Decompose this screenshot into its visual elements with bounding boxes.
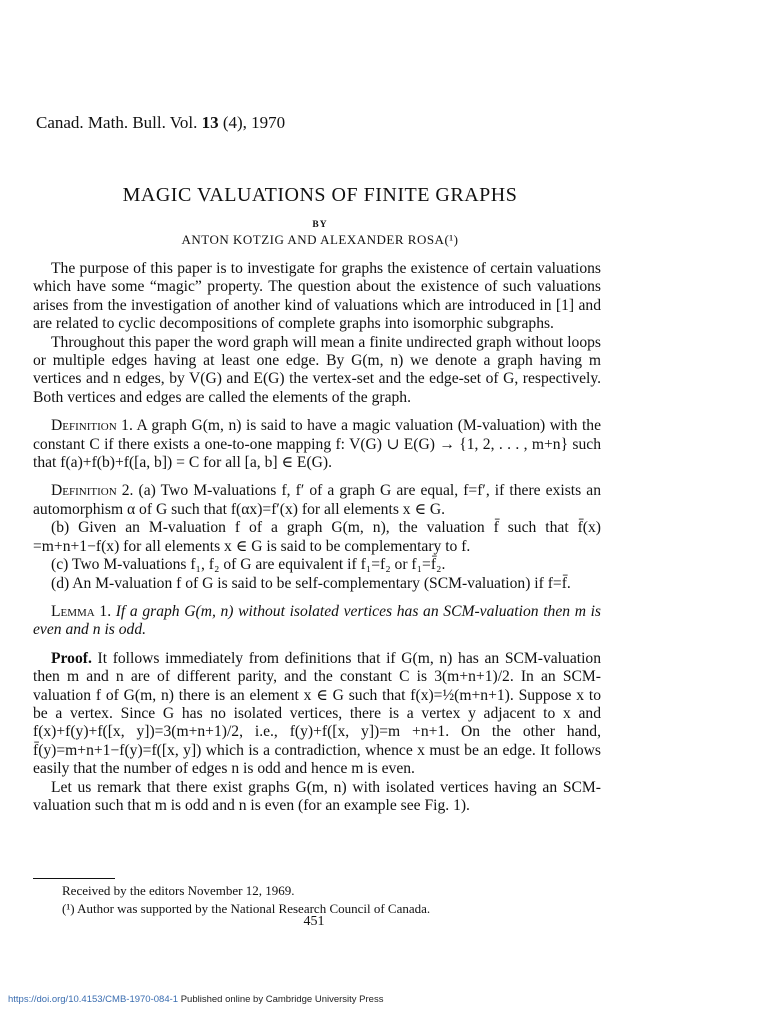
definition-2a [33,482,601,519]
doi-publisher-note: Published online by Cambridge University Press [178,994,384,1005]
definition-2c: (c) Two M-valuations f₁, f₂ of G are equivalent if f₁=f₂ or f₁=f̄₂. [51,556,446,574]
page-number: 451 [303,914,325,929]
footnote-divider [33,878,115,879]
footnote-support: (¹) Author was supported by the National Research Council of Canada. [62,901,431,916]
journal-volume: 13 [201,113,219,132]
footnote-received: Received by the editors November 12, 1969. [62,883,295,898]
paper-authors: ANTON KOTZIG AND ALEXANDER ROSA(¹) [181,232,459,247]
journal-issue-year: (4), 1970 [218,113,286,132]
doi-link[interactable]: https://doi.org/10.4153/CMB-1970-084-1 [8,994,179,1005]
definition-1-text: A graph G(m, n) is said to have a magic valuation (M-valuation) with the constant C if there exists a one-to-one mapping f: V(G) ∪ E(G) → {1, 2, . . . , m+n} such that f(a)+f(b)+f([a, b]) = C for all [a, b] ∈ E(G). [33,417,601,472]
doi-footer [8,994,383,1005]
proof-text: It follows immediately from definitions that if G(m, n) has an SCM-valuation then m and n are of different parity, and the constant C is 3(m+n+1)/2. In an SCM-valuation f of G(m, n) there is an element x ∈ G such that f(x)=½(m+n+1). Suppose x to be a vertex. Since G has no isolated vertices, there is a vertex y adjacent to x and f(x)+f(y)+f([x, y])=3(m+n+1)/2, i.e., f(y)+f([x, y])=m +n+1. On the other hand, f̄(y)=m+n+1−f(y)=f([x, y]) which is a contradiction, whence x must be an edge. It follows easily that the number of edges n is odd and hence m is even. [33,649,601,778]
proof [33,650,601,779]
journal-name: Canad. Math. Bull. Vol. [36,113,202,132]
lemma-1 [33,603,601,640]
paragraph-remark: Let us remark that there exist graphs G(m, n) with isolated vertices having an SCM-valuation such that m is odd and n is even (for an example see Fig. 1). [33,778,601,814]
proof-label: Proof. [51,649,92,667]
paragraph-intro: The purpose of this paper is to investigate for graphs the existence of certain valuations which have some “magic” property. The question about the existence of such valuations arises from the investigation of another kind of valuations which are introduced in [1] and are related to cyclic decompositions of complete graphs into isomorphic subgraphs. [33,260,601,333]
definition-2a-text: (a) Two M-valuations f, f′ of a graph G are equal, f=f′, if there exists an automorphism α of G such that f(αx)=f′(x) for all elements x ∈ G. [33,482,601,518]
paragraph-definitions-context: Throughout this paper the word graph will mean a finite undirected graph without loops or multiple edges having at least one edge. By G(m, n) we denote a graph having m vertices and n edges, by V(G) and E(G) the vertex-set and the edge-set of G, respectively. Both vertices and edges are called the elements of the graph. [33,333,601,406]
definition-2b: (b) Given an M-valuation f of a graph G(m, n), the valuation f̄ such that f̄(x) =m+n+1−f(x) for all elements x ∈ G is said to be complementary to f. [33,519,601,555]
lemma-1-label: Lemma 1. [51,602,112,620]
definition-2d: (d) An M-valuation f of G is said to be self-complementary (SCM-valuation) if f=f̄. [51,574,571,592]
definition-2-label: Definition 2. [51,482,134,500]
journal-reference [36,113,285,133]
by-line: BY [312,220,328,230]
body-text [33,260,601,815]
definition-1-label: Definition 1. [51,417,133,435]
definition-1 [33,417,601,472]
paper-title: MAGIC VALUATIONS OF FINITE GRAPHS [122,184,518,206]
lemma-1-text: If a graph G(m, n) without isolated vertices has an SCM-valuation then m is even and n is odd. [33,602,601,639]
